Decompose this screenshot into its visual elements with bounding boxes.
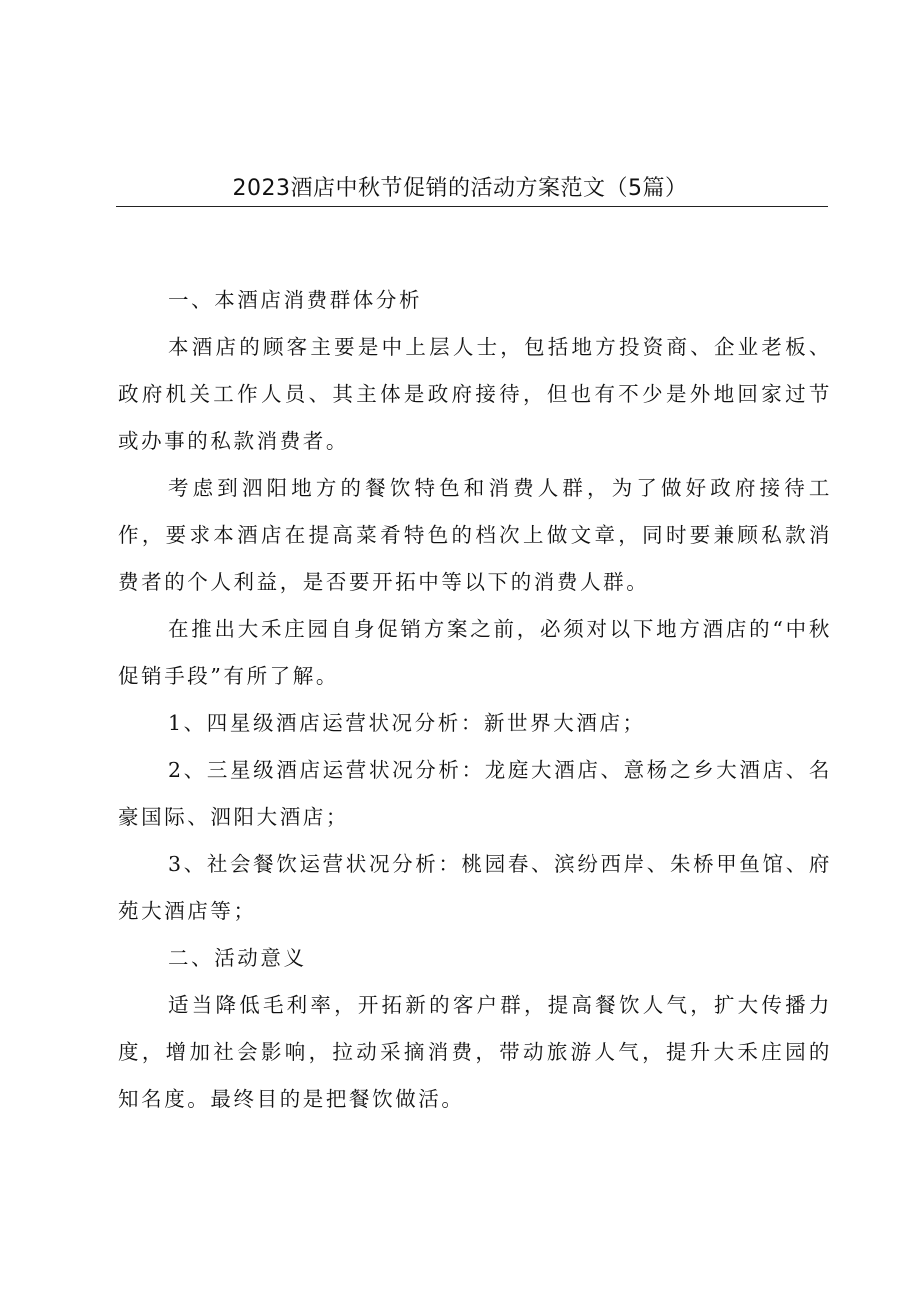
list-item-four-star: 1、四星级酒店运营状况分析：新世界大酒店； bbox=[168, 711, 646, 735]
title-underline bbox=[116, 206, 828, 207]
section-heading-significance: 二、活动意义 bbox=[168, 946, 307, 970]
document-title: 2023酒店中秋节促销的活动方案范文（5篇） bbox=[232, 176, 688, 201]
paragraph-customers: 本酒店的顾客主要是中上层人士，包括地方投资商、企业老板、政府机关工作人员、其主体是政府接待，但也有不少是外地回家过节或办事的私款消费者。 bbox=[118, 335, 832, 453]
paragraph-considerations: 考虑到泗阳地方的餐饮特色和消费人群，为了做好政府接待工作，要求本酒店在提高菜肴特色的档次上做文章，同时要兼顾私款消费者的个人利益，是否要开拓中等以下的消费人群。 bbox=[118, 476, 832, 594]
list-item-three-star: 2、三星级酒店运营状况分析：龙庭大酒店、意杨之乡大酒店、名豪国际、泗阳大酒店； bbox=[118, 758, 832, 829]
paragraph-market-research: 在推出大禾庄园自身促销方案之前，必须对以下地方酒店的“中秋促销手段”有所了解。 bbox=[118, 617, 832, 688]
paragraph-significance: 适当降低毛利率，开拓新的客户群，提高餐饮人气，扩大传播力度，增加社会影响，拉动采摘消费，带动旅游人气，提升大禾庄园的知名度。最终目的是把餐饮做活。 bbox=[118, 993, 832, 1111]
section-heading-consumer-analysis: 一、本酒店消费群体分析 bbox=[168, 288, 423, 312]
list-item-social-dining: 3、社会餐饮运营状况分析：桃园春、滨纷西岸、朱桥甲鱼馆、府苑大酒店等； bbox=[118, 852, 832, 923]
document-body bbox=[118, 277, 832, 1123]
